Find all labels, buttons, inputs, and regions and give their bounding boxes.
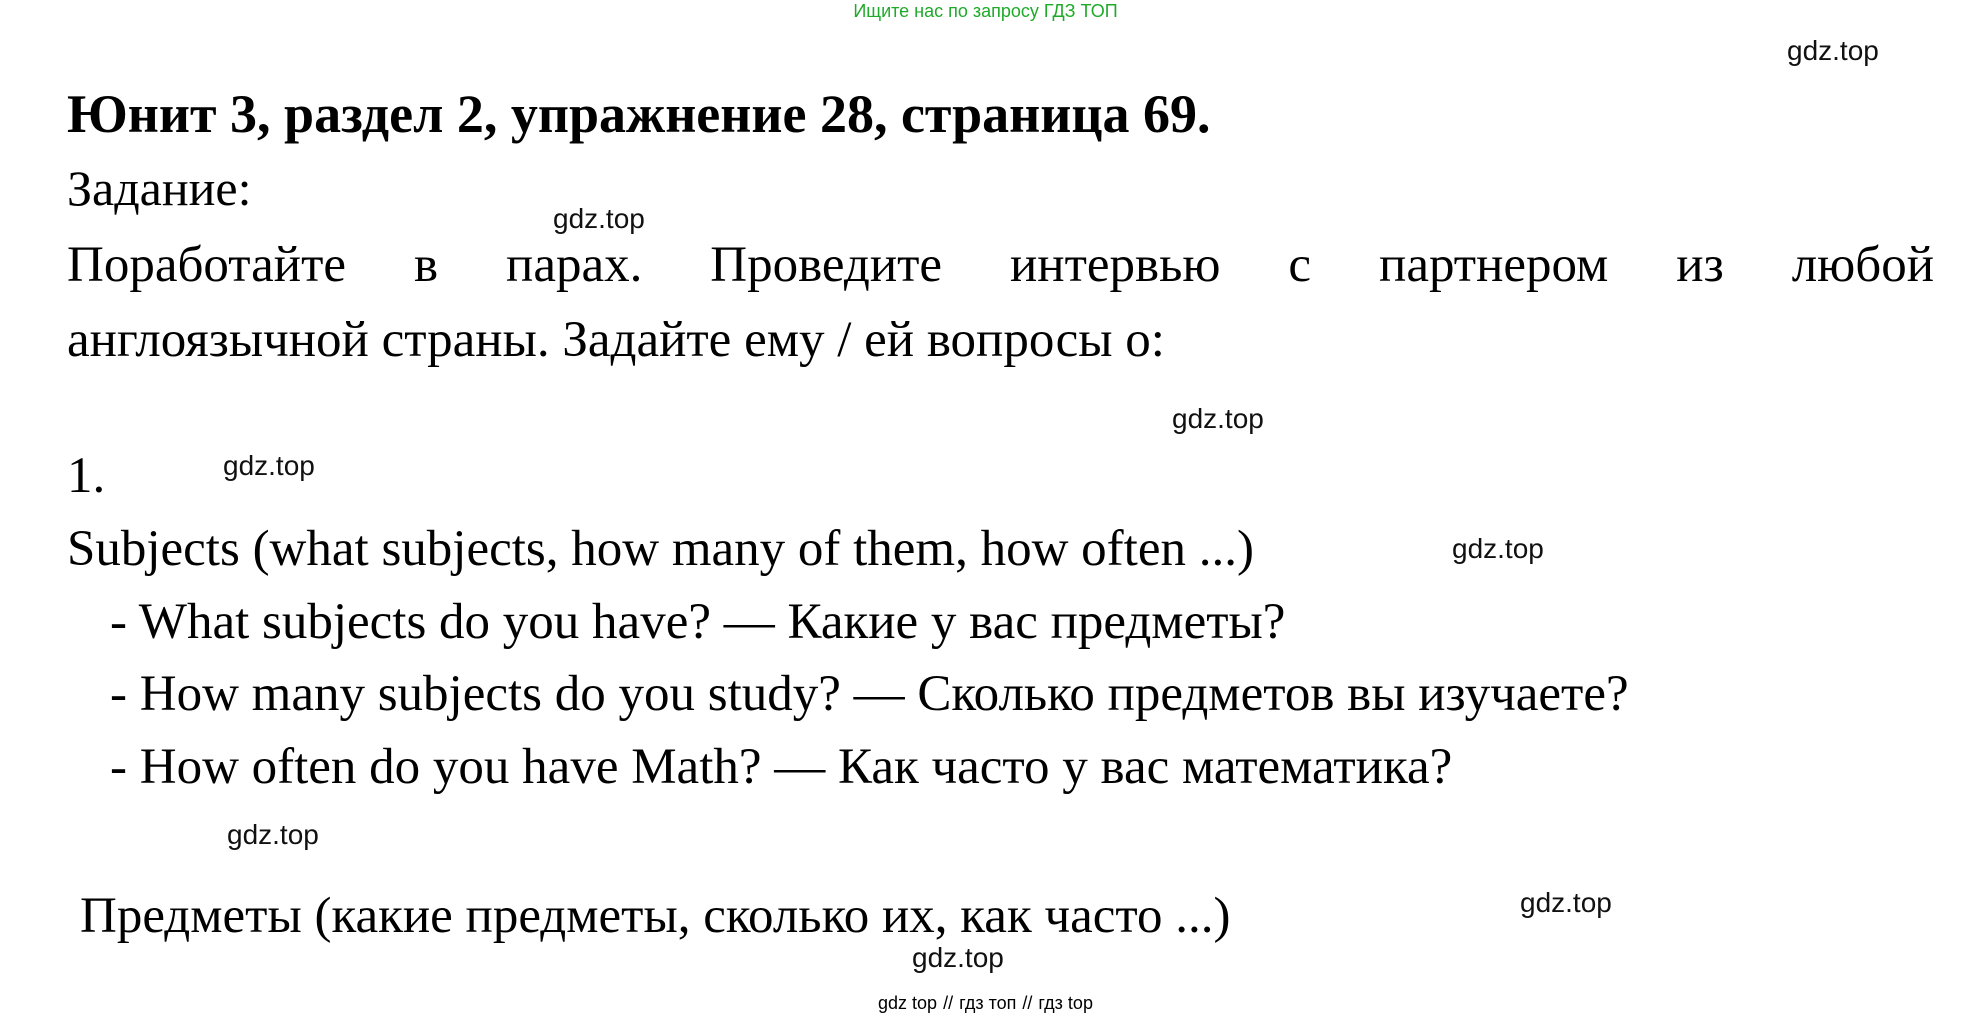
topic-ru: Предметы (какие предметы, сколько их, как часто ...) (80, 888, 1231, 944)
footer-link[interactable]: гдз top (1038, 993, 1093, 1013)
watermark: gdz.top (912, 942, 1004, 973)
banner-text: Ищите нас по запросу ГДЗ ТОП (853, 1, 1118, 21)
topic-en: Subjects (what subjects, how many of them, how often ...) (67, 521, 1254, 577)
task-text (67, 228, 1934, 378)
footer-separator: // (1022, 993, 1033, 1013)
question-line: - How many subjects do you study? — Сколько предметов вы изучаете? (110, 666, 1629, 722)
watermark: gdz.top (1452, 533, 1544, 564)
page-title: Юнит 3, раздел 2, упражнение 28, страница 69. (67, 84, 1211, 144)
top-banner (0, 0, 1971, 22)
task-label: Задание: (67, 160, 252, 216)
watermark: gdz.top (223, 450, 315, 481)
item-number: 1. (67, 448, 106, 504)
footer-separator: // (943, 993, 954, 1013)
footer-link[interactable]: гдз топ (959, 993, 1017, 1013)
watermark: gdz.top (227, 819, 319, 850)
watermark: gdz.top (1172, 403, 1264, 434)
question-line: - How often do you have Math? — Как часто у вас математика? (110, 739, 1453, 795)
task-line: англоязычной страны. Задайте ему / ей вопросы о: (67, 312, 1165, 368)
question-line: - What subjects do you have? — Какие у вас предметы? (110, 594, 1286, 650)
task-line: Поработайте в парах. Проведите интервью с партнером из любой (67, 237, 1934, 293)
watermark: gdz.top (1520, 887, 1612, 918)
watermark: gdz.top (553, 203, 645, 234)
footer-links (0, 992, 1971, 1014)
watermark: gdz.top (1787, 35, 1879, 66)
footer-link[interactable]: gdz top (878, 993, 938, 1013)
